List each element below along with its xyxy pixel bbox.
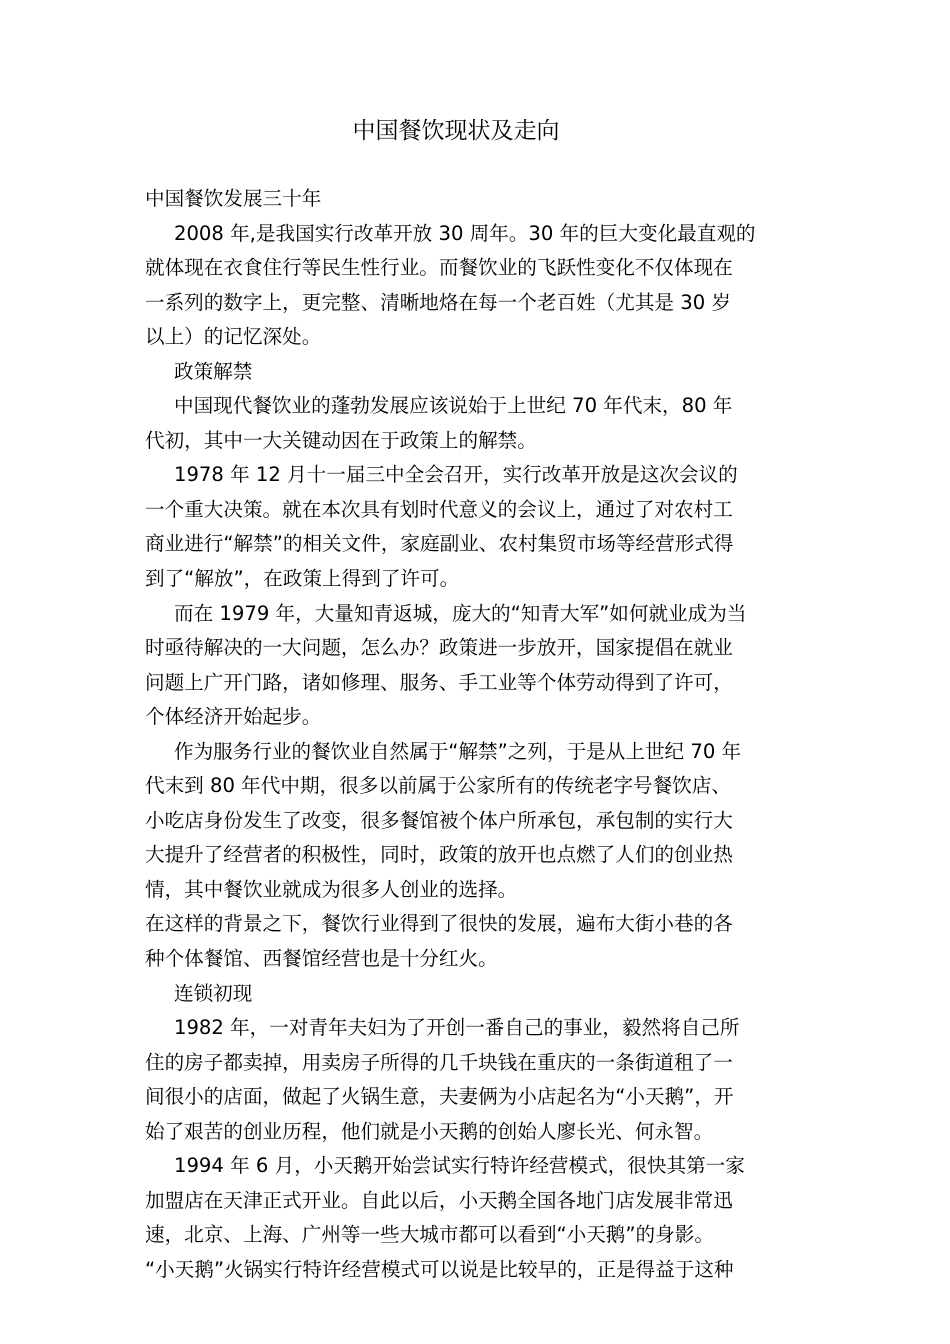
text-line: 情，其中餐饮业就成为很多人创业的选择。 xyxy=(145,877,518,901)
text-line: 一系列的数字上，更完整、清晰地烙在每一个老百姓（尤其是 30 岁 xyxy=(145,290,732,314)
text-line: 问题上广开门路，诸如修理、服务、手工业等个体劳动得到了许可， xyxy=(145,670,733,694)
text-line: 始了艰苦的创业历程，他们就是小天鹅的创始人廖长光、何永智。 xyxy=(145,1119,714,1143)
section-heading: 政策解禁 xyxy=(174,359,253,383)
text-line: 代末到 80 年代中期，很多以前属于公家所有的传统老字号餐饮店、 xyxy=(145,774,732,798)
text-line: 以上）的记忆深处。 xyxy=(145,325,322,349)
text-line: 就体现在衣食住行等民生性行业。而餐饮业的飞跃性变化不仅体现在 xyxy=(145,256,733,280)
text-line: 在这样的背景之下，餐饮行业得到了很快的发展，遍布大街小巷的各 xyxy=(145,912,733,936)
text-line: 1994 年 6 月，小天鹅开始尝试实行特许经营模式，很快其第一家 xyxy=(174,1154,745,1178)
text-line: “小天鹅”火锅实行特许经营模式可以说是比较早的，正是得益于这种 xyxy=(145,1257,734,1281)
text-line: 商业进行“解禁”的相关文件，家庭副业、农村集贸市场等经营形式得 xyxy=(145,532,734,556)
text-line: 到了“解放”，在政策上得到了许可。 xyxy=(145,567,460,591)
text-line: 2008 年,是我国实行改革开放 30 周年。30 年的巨大变化最直观的 xyxy=(174,221,756,245)
text-line: 速，北京、上海、广州等一些大城市都可以看到“小天鹅”的身影。 xyxy=(145,1223,714,1247)
document-body xyxy=(145,182,807,1288)
text-line: 加盟店在天津正式开业。自此以后，小天鹅全国各地门店发展非常迅 xyxy=(145,1188,733,1212)
text-line: 大提升了经营者的积极性，同时，政策的放开也点燃了人们的创业热 xyxy=(145,843,733,867)
text-line: 小吃店身份发生了改变，很多餐馆被个体户所承包，承包制的实行大 xyxy=(145,808,733,832)
text-line: 1978 年 12 月十一届三中全会召开，实行改革开放是这次会议的 xyxy=(174,463,738,487)
section-heading: 连锁初现 xyxy=(174,981,253,1005)
document-title: 中国餐饮现状及走向 xyxy=(352,118,560,144)
text-line: 时亟待解决的一大问题，怎么办？政策进一步放开，国家提倡在就业 xyxy=(145,636,733,660)
text-line: 一个重大决策。就在本次具有划时代意义的会议上，通过了对农村工 xyxy=(145,497,733,521)
text-line: 代初，其中一大关键动因在于政策上的解禁。 xyxy=(145,428,537,452)
text-line: 间很小的店面，做起了火锅生意，夫妻俩为小店起名为“小天鹅”，开 xyxy=(145,1085,734,1109)
text-line: 住的房子都卖掉，用卖房子所得的几千块钱在重庆的一条街道租了一 xyxy=(145,1050,733,1074)
text-line: 1982 年，一对青年夫妇为了开创一番自己的事业，毅然将自己所 xyxy=(174,1016,740,1040)
text-line: 中国现代餐饮业的蓬勃发展应该说始于上世纪 70 年代末，80 年 xyxy=(174,394,733,418)
text-line: 种个体餐馆、西餐馆经营也是十分红火。 xyxy=(145,947,498,971)
section-heading: 中国餐饮发展三十年 xyxy=(145,187,322,210)
text-line: 而在 1979 年，大量知青返城，庞大的“知青大军”如何就业成为当 xyxy=(174,601,747,625)
text-line: 作为服务行业的餐饮业自然属于“解禁”之列，于是从上世纪 70 年 xyxy=(174,739,742,763)
text-line: 个体经济开始起步。 xyxy=(145,705,322,729)
